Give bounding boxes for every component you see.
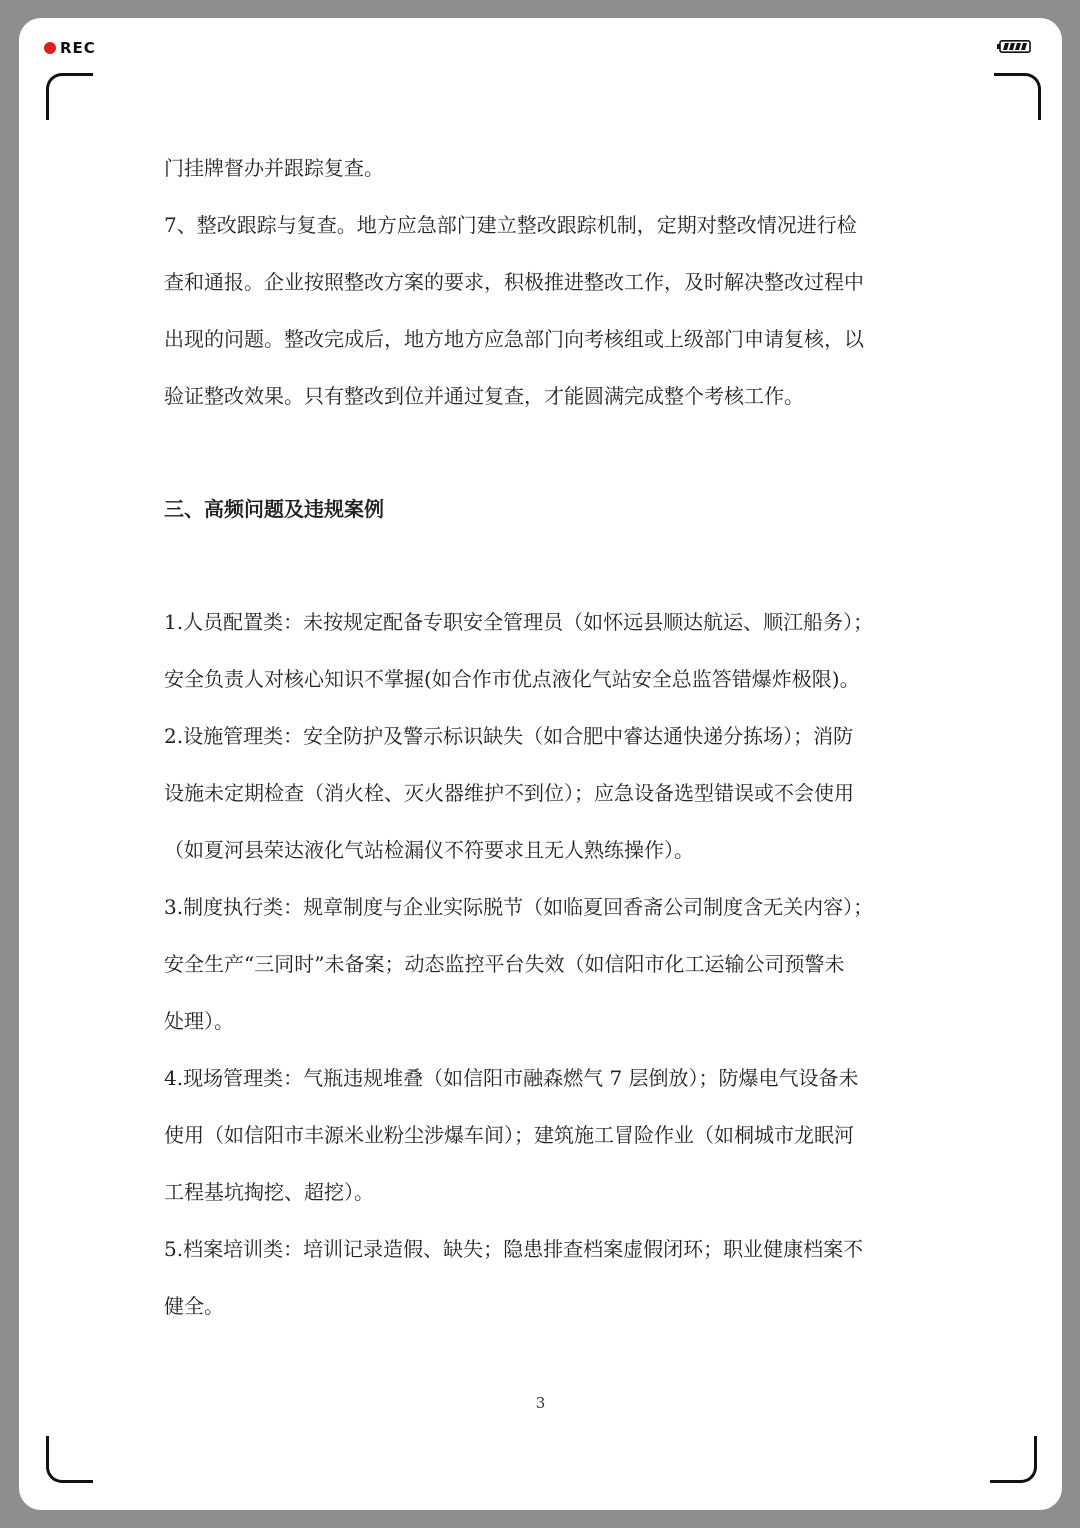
page-number: 3	[535, 1394, 546, 1412]
recording-indicator	[44, 39, 96, 57]
section-heading: 三、高频问题及违规案例	[164, 497, 384, 521]
text-line: 门挂牌督办并跟踪复查。	[164, 156, 384, 180]
text-line: 验证整改效果。只有整改到位并通过复查，才能圆满完成整个考核工作。	[164, 384, 804, 408]
record-dot-icon	[44, 42, 56, 54]
text-line: 查和通报。企业按照整改方案的要求，积极推进整改工作，及时解决整改过程中	[164, 270, 864, 294]
text-line: 出现的问题。整改完成后，地方地方应急部门向考核组或上级部门申请复核，以	[164, 327, 864, 351]
rec-label: REC	[60, 39, 96, 57]
text-line: 4.现场管理类：气瓶违规堆叠（如信阳市融森燃气 7 层倒放）；防爆电气设备未	[164, 1066, 859, 1090]
document-page	[19, 18, 1062, 1510]
text-line: 2.设施管理类：安全防护及警示标识缺失（如合肥中睿达通快递分拣场）；消防	[164, 724, 854, 748]
document-body	[164, 140, 924, 1335]
text-line: 使用（如信阳市丰源米业粉尘涉爆车间）；建筑施工冒险作业（如桐城市龙眠河	[164, 1123, 854, 1147]
battery-icon	[997, 40, 1031, 53]
text-line: 5.档案培训类：培训记录造假、缺失；隐患排查档案虚假闭环；职业健康档案不	[164, 1237, 864, 1261]
text-line: 3.制度执行类：规章制度与企业实际脱节（如临夏回香斋公司制度含无关内容）；	[164, 895, 874, 919]
text-line: 安全负责人对核心知识不掌握(如合作市优点液化气站安全总监答错爆炸极限)。	[164, 667, 860, 691]
viewfinder-corner-bottom-left	[46, 1436, 93, 1483]
text-line: 处理）。	[164, 1009, 234, 1033]
text-line: 健全。	[164, 1294, 224, 1318]
text-line: 7、整改跟踪与复查。地方应急部门建立整改跟踪机制，定期对整改情况进行检	[164, 213, 857, 237]
text-line: 工程基坑掏挖、超挖）。	[164, 1180, 374, 1204]
text-line: （如夏河县荣达液化气站检漏仪不符要求且无人熟练操作）。	[164, 838, 694, 862]
viewfinder-corner-top-right	[994, 73, 1041, 120]
viewfinder-corner-top-left	[46, 73, 93, 120]
text-line: 1.人员配置类：未按规定配备专职安全管理员（如怀远县顺达航运、顺江船务）；	[164, 610, 874, 634]
text-line: 设施未定期检查（消火栓、灭火器维护不到位）；应急设备选型错误或不会使用	[164, 781, 854, 805]
viewfinder-corner-bottom-right	[990, 1436, 1037, 1483]
text-line: 安全生产“三同时”未备案；动态监控平台失效（如信阳市化工运输公司预警未	[164, 952, 845, 976]
